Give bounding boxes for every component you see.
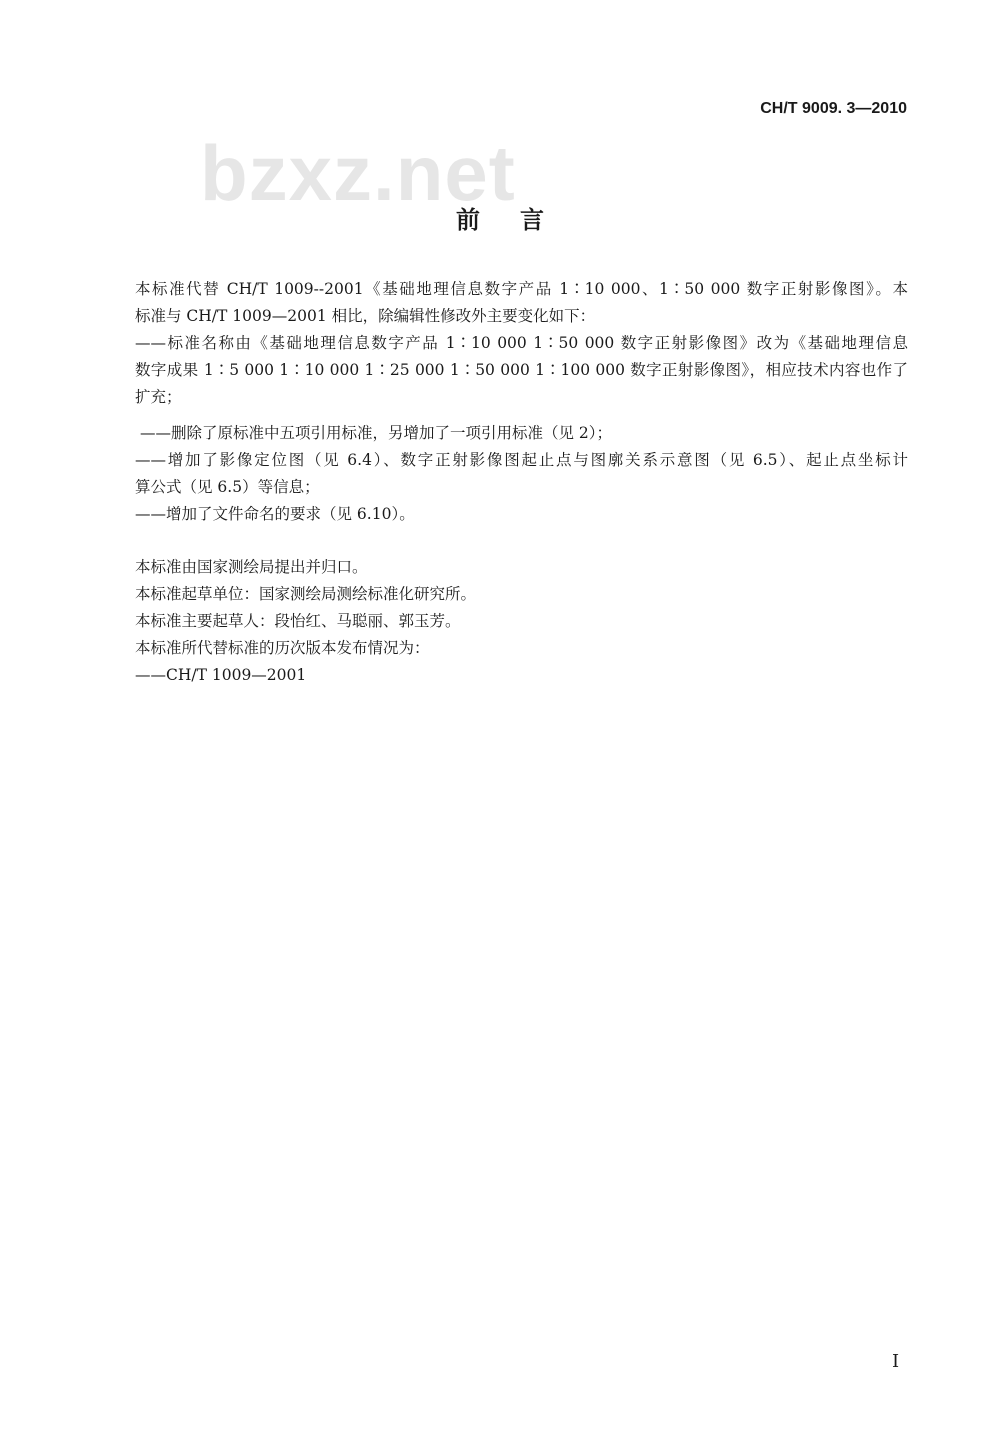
text-line: 本标准起草单位：国家测绘局测绘标准化研究所。 — [135, 585, 477, 603]
text-line: 本标准代替 CH/T 1009--2001《基础地理信息数字产品 1∶10 000、1∶50 000 数字正射影像图》。本 — [135, 280, 908, 298]
text-line: 本标准主要起草人：段怡红、马聪丽、郭玉芳。 — [135, 612, 461, 630]
watermark: bzxz.net — [200, 129, 516, 217]
standard-code: CH/T 9009. 3—2010 — [760, 100, 907, 117]
text-line: 标准与 CH/T 1009—2001 相比，除编辑性修改外主要变化如下： — [135, 307, 596, 325]
text-line: ——CH/T 1009—2001 — [135, 666, 307, 684]
page-title: 前言 — [456, 205, 584, 234]
page-number: I — [892, 1351, 900, 1372]
text-line: ——标准名称由《基础地理信息数字产品 1∶10 000 1∶50 000 数字正射影像图》改为《基础地理信息 — [135, 334, 908, 352]
text-line: 算公式（见 6.5）等信息； — [135, 478, 320, 496]
text-line: 数字成果 1∶5 000 1∶10 000 1∶25 000 1∶50 000 1∶100 000 数字正射影像图》，相应技术内容也作了 — [135, 361, 908, 379]
text-line: 本标准由国家测绘局提出并归口。 — [135, 558, 368, 576]
text-line: 扩充； — [135, 388, 182, 406]
text-line: 本标准所代替标准的历次版本发布情况为： — [135, 639, 430, 657]
text-line: ——删除了原标准中五项引用标准，另增加了一项引用标准（见 2）； — [140, 424, 613, 442]
text-line: ——增加了影像定位图（见 6.4）、数字正射影像图起止点与图廓关系示意图（见 6.5）、起止点坐标计 — [135, 451, 908, 469]
text-line: ——增加了文件命名的要求（见 6.10）。 — [135, 505, 415, 523]
